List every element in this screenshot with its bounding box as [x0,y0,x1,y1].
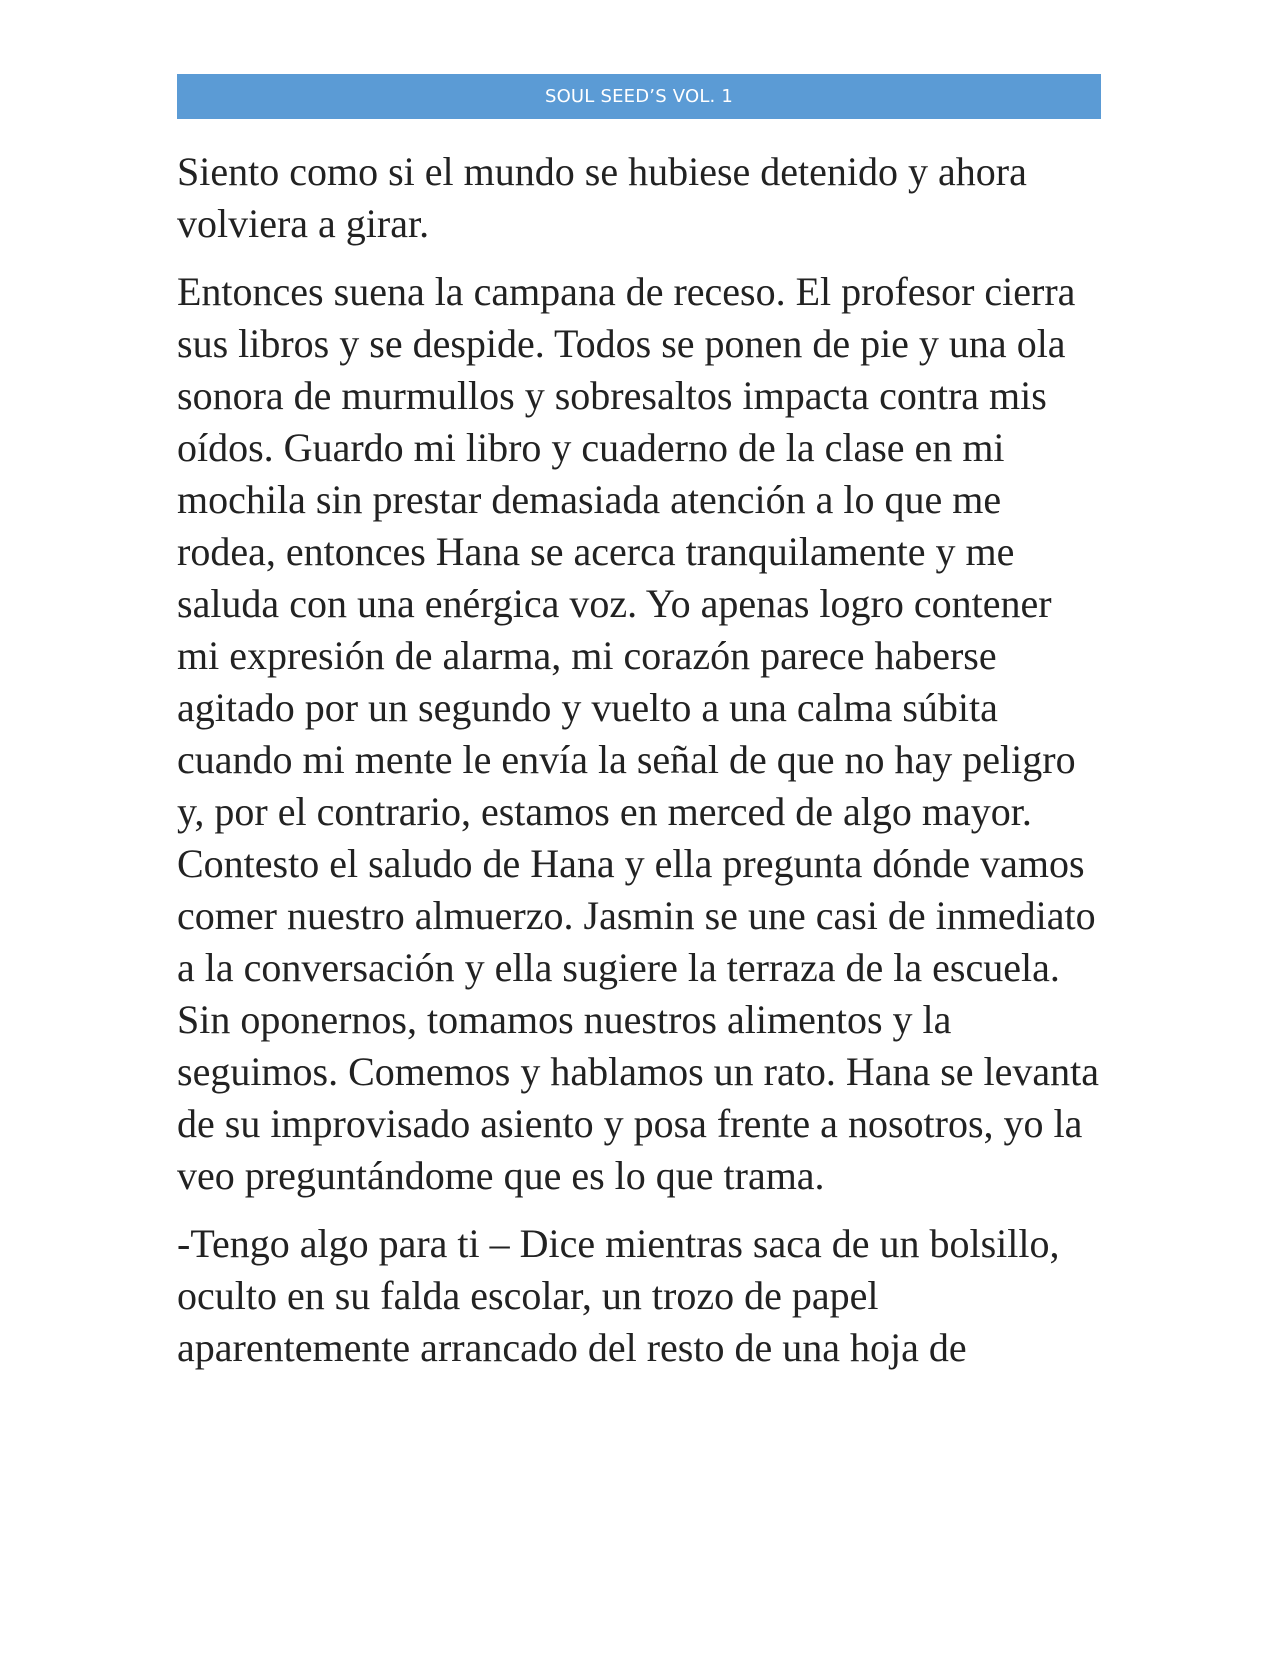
paragraph-2: Entonces suena la campana de receso. El profesor cierra sus libros y se despide. Todos se ponen de pie y una ola sonora de murmullos y sobresaltos impacta contra mis oídos. Guardo mi libro y cuaderno de la clase en mi mochila sin prestar demasiada atención a lo que me rodea, entonces Hana se acerca tranquilamente y me saluda con una enérgica voz. Yo apenas logro contener mi expresión de alarma, mi corazón parece haberse agitado por un segundo y vuelto a una calma súbita cuando mi mente le envía la señal de que no hay peligro y, por el contrario, estamos en merced de algo mayor. Contesto el saludo de Hana y ella pregunta dónde vamos comer nuestro almuerzo. Jasmin se une casi de inmediato a la conversación y ella sugiere la terraza de la escuela. Sin oponernos, tomamos nuestros alimentos y la seguimos. Comemos y hablamos un rato. Hana se levanta de su improvisado asiento y posa frente a nosotros, yo la veo preguntándome que es lo que trama. [177,269,1100,1198]
header-title: SOUL SEED’S VOL. 1 [544,86,734,107]
header-bar [177,74,1101,119]
paragraph-3: -Tengo algo para ti – Dice mientras saca de un bolsillo, oculto en su falda escolar, un trozo de papel aparentemente arrancado del resto de una hoja de [177,1221,1060,1370]
body-text [177,146,1101,1390]
paragraph-1: Siento como si el mundo se hubiese detenido y ahora volviera a girar. [177,149,1027,246]
